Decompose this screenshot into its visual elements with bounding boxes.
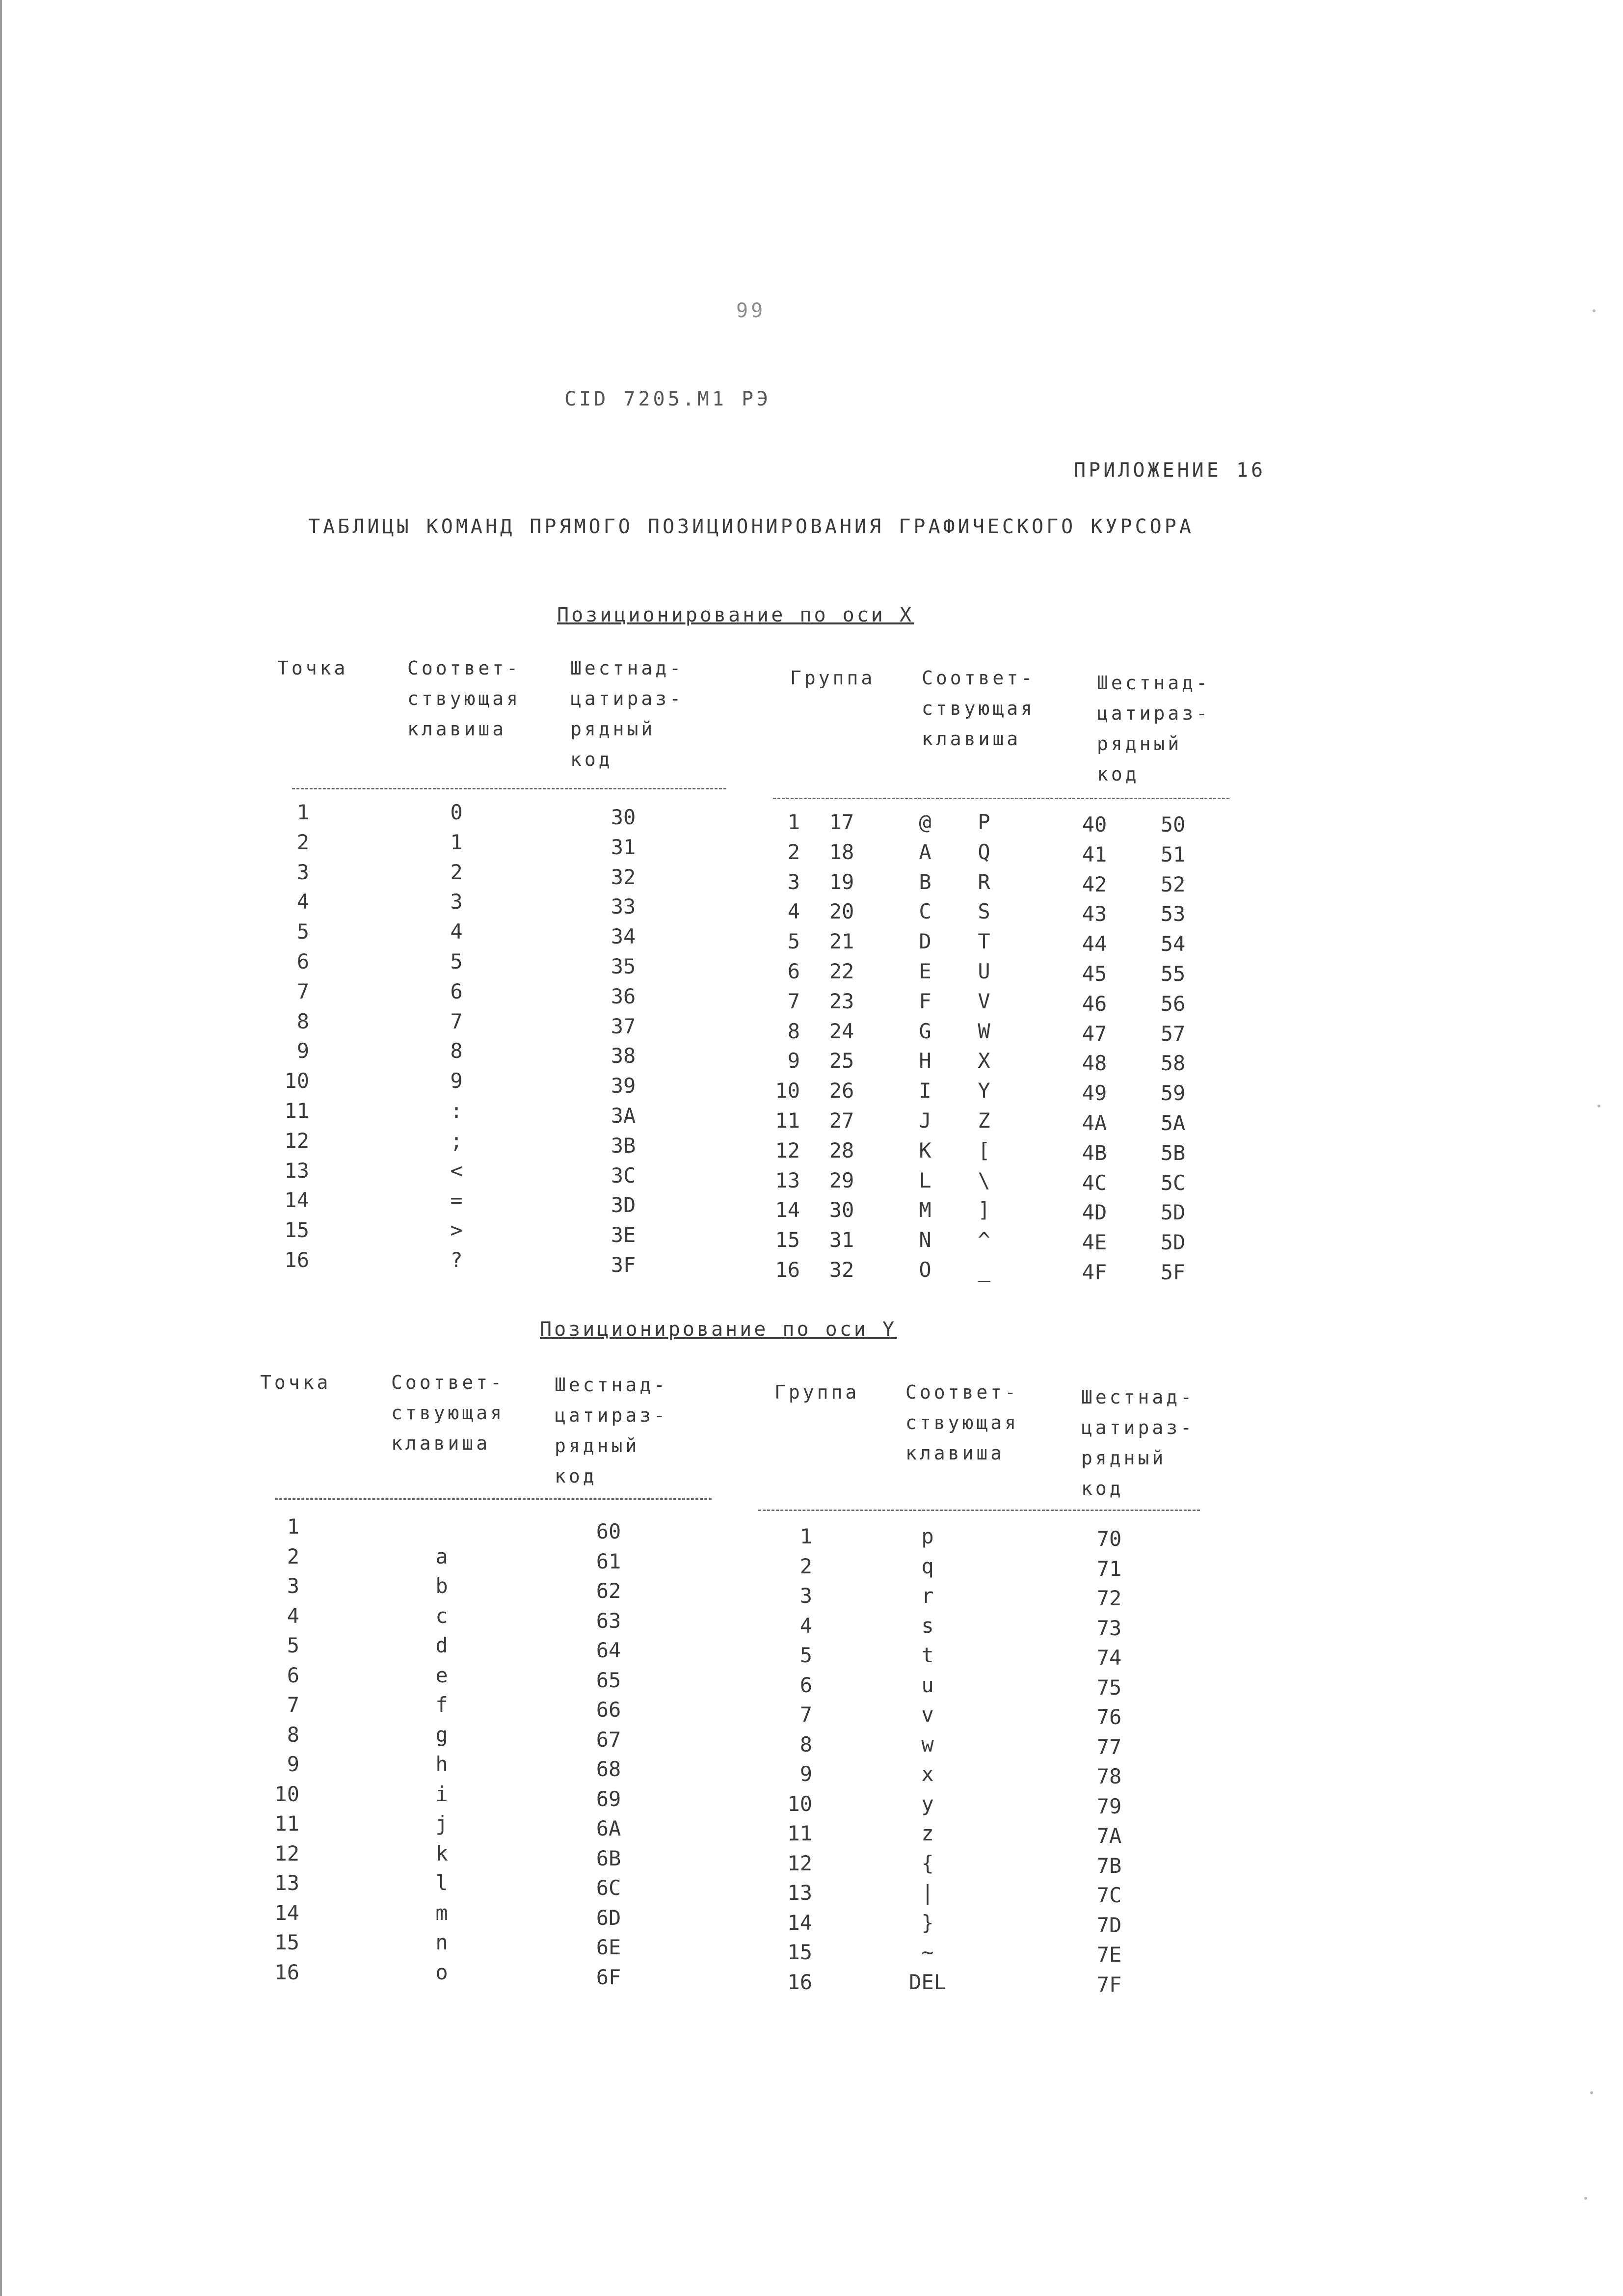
document-code: CID 7205.M1 РЭ bbox=[564, 388, 772, 410]
hex-code: 79 bbox=[1096, 1794, 1122, 1818]
group-number: 5 bbox=[787, 929, 800, 954]
key-char: g bbox=[435, 1722, 448, 1747]
group-number: 16 bbox=[775, 1258, 800, 1282]
key-char: J bbox=[919, 1108, 931, 1133]
hex-code: 76 bbox=[1096, 1705, 1122, 1729]
y-header-hex-right: Шестнад- цатираз- рядный код bbox=[1081, 1386, 1195, 1499]
scan-speck bbox=[1584, 2197, 1587, 2200]
key-char: O bbox=[919, 1258, 931, 1282]
key-char: b bbox=[435, 1574, 448, 1598]
point-number: 11 bbox=[274, 1811, 299, 1836]
hex-code: 39 bbox=[611, 1074, 636, 1098]
group-index: 32 bbox=[829, 1258, 854, 1282]
point-number: 8 bbox=[296, 1009, 309, 1033]
group-number: 6 bbox=[787, 959, 800, 983]
point-number: 9 bbox=[296, 1039, 309, 1063]
point-number: 10 bbox=[284, 1069, 309, 1093]
x-header-key: Соответ- ствующая клавиша bbox=[407, 657, 521, 740]
group-number: 7 bbox=[799, 1702, 812, 1727]
point-number: 6 bbox=[287, 1663, 299, 1687]
key-char: o bbox=[435, 1960, 448, 1984]
point-number: 2 bbox=[287, 1544, 299, 1568]
hex-code: 70 bbox=[1096, 1527, 1122, 1551]
group-index: 23 bbox=[829, 989, 854, 1013]
hex-code: 41 bbox=[1082, 842, 1107, 866]
x-header-group: Группа bbox=[790, 667, 876, 689]
hex-code: 38 bbox=[611, 1044, 636, 1068]
key-char: j bbox=[435, 1811, 448, 1836]
key-char-alt: R bbox=[978, 869, 990, 894]
key-char-alt: P bbox=[978, 810, 990, 834]
hex-code: 4C bbox=[1082, 1170, 1107, 1195]
key-char: i bbox=[435, 1782, 448, 1806]
point-number: 16 bbox=[284, 1248, 309, 1272]
key-char-alt: Q bbox=[978, 839, 990, 864]
key-char: c bbox=[435, 1603, 448, 1628]
point-number: 15 bbox=[274, 1930, 299, 1954]
hex-code: 4B bbox=[1082, 1140, 1107, 1165]
group-number: 4 bbox=[787, 899, 800, 924]
hex-code: 3D bbox=[611, 1193, 636, 1217]
hex-code: 34 bbox=[611, 924, 636, 949]
point-number: 7 bbox=[296, 979, 309, 1003]
key-char: ~ bbox=[921, 1940, 934, 1964]
hex-code: 75 bbox=[1096, 1675, 1122, 1700]
hex-code: 6E bbox=[596, 1935, 621, 1959]
point-number: 3 bbox=[287, 1574, 299, 1598]
point-number: 14 bbox=[284, 1188, 309, 1213]
group-index: 30 bbox=[829, 1198, 854, 1222]
hex-code: 74 bbox=[1096, 1646, 1122, 1670]
key-char: E bbox=[919, 959, 931, 983]
hex-code: 7F bbox=[1096, 1972, 1122, 1997]
key-char: a bbox=[435, 1544, 448, 1568]
group-number: 3 bbox=[787, 869, 800, 894]
hex-code: 7D bbox=[1096, 1913, 1122, 1937]
point-number: 5 bbox=[287, 1633, 299, 1657]
point-number: 1 bbox=[287, 1514, 299, 1539]
key-char-alt: T bbox=[978, 929, 990, 954]
key-char: C bbox=[919, 899, 931, 924]
key-char: @ bbox=[919, 810, 931, 834]
point-number: 9 bbox=[287, 1752, 299, 1776]
key-char: B bbox=[919, 869, 931, 894]
point-number: 7 bbox=[287, 1693, 299, 1717]
hex-code: 3A bbox=[611, 1104, 636, 1128]
key-char: > bbox=[450, 1218, 463, 1243]
key-char: L bbox=[919, 1168, 931, 1192]
hex-code: 4D bbox=[1082, 1200, 1107, 1225]
y-header-key-right: Соответ- ствующая клавиша bbox=[905, 1381, 1019, 1464]
hex-code: 71 bbox=[1096, 1556, 1122, 1581]
key-char: 1 bbox=[450, 830, 463, 854]
key-char: u bbox=[921, 1673, 934, 1697]
x-table-title: Позиционирование по оси X bbox=[557, 604, 914, 626]
hex-code: 49 bbox=[1082, 1081, 1107, 1106]
main-title: ТАБЛИЦЫ КОМАНД ПРЯМОГО ПОЗИЦИОНИРОВАНИЯ ГРАФИЧЕСКОГО КУРСОРА bbox=[308, 515, 1194, 538]
key-char: H bbox=[919, 1049, 931, 1073]
key-char: N bbox=[919, 1228, 931, 1252]
group-number: 13 bbox=[787, 1881, 812, 1905]
key-char-alt: U bbox=[978, 959, 990, 983]
group-index: 18 bbox=[829, 839, 854, 864]
point-number: 5 bbox=[296, 919, 309, 944]
group-number: 8 bbox=[787, 1019, 800, 1043]
group-number: 1 bbox=[799, 1524, 812, 1548]
key-char: l bbox=[435, 1871, 448, 1895]
key-char: | bbox=[921, 1881, 934, 1905]
group-index: 31 bbox=[829, 1228, 854, 1252]
hex-code: 69 bbox=[596, 1786, 621, 1811]
key-char: A bbox=[919, 839, 931, 864]
key-char: z bbox=[921, 1821, 934, 1845]
point-number: 13 bbox=[284, 1158, 309, 1183]
group-number: 12 bbox=[787, 1851, 812, 1875]
key-char: DEL bbox=[909, 1970, 946, 1994]
point-number: 1 bbox=[296, 800, 309, 824]
key-char: k bbox=[435, 1841, 448, 1865]
hex-code: 64 bbox=[596, 1638, 621, 1662]
hex-code-alt: 5A bbox=[1160, 1111, 1186, 1135]
key-char: r bbox=[921, 1584, 934, 1608]
hex-code-alt: 56 bbox=[1160, 991, 1186, 1016]
key-char: 8 bbox=[450, 1039, 463, 1063]
hex-code: 7E bbox=[1096, 1943, 1122, 1967]
hex-code-alt: 51 bbox=[1160, 842, 1186, 866]
group-number: 14 bbox=[787, 1910, 812, 1935]
hex-code: 7B bbox=[1096, 1853, 1122, 1878]
point-number: 16 bbox=[274, 1960, 299, 1984]
key-char: I bbox=[919, 1079, 931, 1103]
key-char: v bbox=[921, 1702, 934, 1727]
hex-code-alt: 50 bbox=[1160, 812, 1186, 837]
key-char: M bbox=[919, 1198, 931, 1222]
key-char: 7 bbox=[450, 1009, 463, 1033]
hex-code: 67 bbox=[596, 1727, 621, 1752]
hex-code: 3E bbox=[611, 1223, 636, 1247]
group-number: 6 bbox=[799, 1673, 812, 1697]
x-header-key-right: Соответ- ствующая клавиша bbox=[922, 667, 1036, 750]
hex-code-alt: 53 bbox=[1160, 902, 1186, 926]
key-char-alt: X bbox=[978, 1049, 990, 1073]
appendix-label: ПРИЛОЖЕНИЕ 16 bbox=[1074, 459, 1266, 482]
point-number: 13 bbox=[274, 1871, 299, 1895]
hex-code: 6D bbox=[596, 1905, 621, 1930]
hex-code-alt: 54 bbox=[1160, 932, 1186, 956]
hex-code-alt: 5C bbox=[1160, 1170, 1186, 1195]
hex-code-alt: 59 bbox=[1160, 1081, 1186, 1106]
group-number: 15 bbox=[775, 1228, 800, 1252]
scan-speck bbox=[1593, 309, 1596, 312]
key-char: s bbox=[921, 1613, 934, 1638]
point-number: 11 bbox=[284, 1099, 309, 1123]
hex-code-alt: 55 bbox=[1160, 962, 1186, 986]
key-char: G bbox=[919, 1019, 931, 1043]
hex-code: 37 bbox=[611, 1014, 636, 1038]
point-number: 4 bbox=[296, 890, 309, 914]
key-char: w bbox=[921, 1732, 934, 1756]
group-number: 10 bbox=[775, 1079, 800, 1103]
group-number: 2 bbox=[799, 1554, 812, 1578]
point-number: 3 bbox=[296, 860, 309, 884]
hex-code: 3B bbox=[611, 1133, 636, 1158]
hex-code: 6B bbox=[596, 1846, 621, 1870]
hex-code: 68 bbox=[596, 1757, 621, 1781]
hex-code: 32 bbox=[611, 864, 636, 889]
key-char: f bbox=[435, 1693, 448, 1717]
key-char: = bbox=[450, 1188, 463, 1213]
hex-code: 65 bbox=[596, 1668, 621, 1692]
group-number: 9 bbox=[799, 1762, 812, 1786]
key-char-alt: S bbox=[978, 899, 990, 924]
group-number: 11 bbox=[775, 1108, 800, 1133]
key-char-alt: Y bbox=[978, 1079, 990, 1103]
key-char: m bbox=[435, 1900, 448, 1925]
hex-code: 78 bbox=[1096, 1764, 1122, 1788]
point-number: 14 bbox=[274, 1900, 299, 1925]
scan-speck bbox=[1597, 1105, 1600, 1107]
hex-code-alt: 52 bbox=[1160, 872, 1186, 896]
hex-code-alt: 5F bbox=[1160, 1260, 1186, 1284]
hex-code: 7A bbox=[1096, 1824, 1122, 1848]
key-char: t bbox=[921, 1643, 934, 1667]
key-char-alt: V bbox=[978, 989, 990, 1013]
group-number: 14 bbox=[775, 1198, 800, 1222]
key-char-alt: ] bbox=[978, 1198, 990, 1222]
group-number: 5 bbox=[799, 1643, 812, 1667]
key-char: 9 bbox=[450, 1069, 463, 1093]
hex-code: 31 bbox=[611, 835, 636, 859]
group-number: 12 bbox=[775, 1138, 800, 1162]
group-index: 17 bbox=[829, 810, 854, 834]
hex-code: 63 bbox=[596, 1608, 621, 1633]
hex-code: 6A bbox=[596, 1816, 621, 1840]
point-number: 12 bbox=[274, 1841, 299, 1865]
x-header-hex: Шестнад- цатираз- рядный код bbox=[570, 657, 684, 770]
hex-code: 73 bbox=[1096, 1616, 1122, 1640]
group-number: 9 bbox=[787, 1049, 800, 1073]
key-char: d bbox=[435, 1633, 448, 1657]
key-char: 0 bbox=[450, 800, 463, 824]
hex-code-alt: 57 bbox=[1160, 1021, 1186, 1046]
y-header-key: Соответ- ствующая клавиша bbox=[391, 1372, 505, 1454]
key-char: D bbox=[919, 929, 931, 954]
group-index: 22 bbox=[829, 959, 854, 983]
y-table-divider-right bbox=[758, 1510, 1200, 1511]
hex-code: 48 bbox=[1082, 1051, 1107, 1076]
key-char: F bbox=[919, 989, 931, 1013]
y-table-title: Позиционирование по оси Y bbox=[540, 1318, 897, 1341]
key-char: K bbox=[919, 1138, 931, 1162]
group-number: 3 bbox=[799, 1584, 812, 1608]
hex-code: 72 bbox=[1096, 1586, 1122, 1610]
key-char: 4 bbox=[450, 919, 463, 944]
hex-code-alt: 5D bbox=[1160, 1200, 1186, 1225]
hex-code: 42 bbox=[1082, 872, 1107, 896]
key-char: q bbox=[921, 1554, 934, 1578]
point-number: 2 bbox=[296, 830, 309, 854]
hex-code: 35 bbox=[611, 954, 636, 978]
key-char: 5 bbox=[450, 949, 463, 973]
page-number: 99 bbox=[736, 299, 766, 322]
key-char: h bbox=[435, 1752, 448, 1776]
group-index: 27 bbox=[829, 1108, 854, 1133]
hex-code: 43 bbox=[1082, 902, 1107, 926]
key-char-alt: [ bbox=[978, 1138, 990, 1162]
y-header-point: Точка bbox=[260, 1372, 331, 1393]
hex-code: 4F bbox=[1082, 1260, 1107, 1284]
key-char: y bbox=[921, 1791, 934, 1816]
hex-code: 3C bbox=[611, 1163, 636, 1188]
key-char: < bbox=[450, 1158, 463, 1183]
group-number: 4 bbox=[799, 1613, 812, 1638]
group-index: 29 bbox=[829, 1168, 854, 1192]
scan-edge bbox=[0, 0, 2, 2296]
hex-code: 7C bbox=[1096, 1883, 1122, 1907]
group-index: 25 bbox=[829, 1049, 854, 1073]
group-number: 2 bbox=[787, 839, 800, 864]
hex-code: 6F bbox=[596, 1965, 621, 1989]
hex-code: 33 bbox=[611, 894, 636, 919]
x-table-divider-left bbox=[292, 788, 726, 789]
key-char: e bbox=[435, 1663, 448, 1687]
hex-code: 61 bbox=[596, 1549, 621, 1573]
x-header-hex-right: Шестнад- цатираз- рядный код bbox=[1097, 672, 1211, 785]
hex-code: 6C bbox=[596, 1876, 621, 1900]
key-char-alt: _ bbox=[978, 1258, 990, 1282]
group-number: 11 bbox=[787, 1821, 812, 1845]
key-char-alt: W bbox=[978, 1019, 990, 1043]
group-number: 7 bbox=[787, 989, 800, 1013]
hex-code: 30 bbox=[611, 805, 636, 829]
x-header-point: Точка bbox=[277, 657, 348, 679]
hex-code-alt: 5B bbox=[1160, 1140, 1186, 1165]
key-char-alt: \ bbox=[978, 1168, 990, 1192]
point-number: 15 bbox=[284, 1218, 309, 1243]
point-number: 4 bbox=[287, 1603, 299, 1628]
scan-speck bbox=[1590, 2091, 1593, 2094]
group-index: 21 bbox=[829, 929, 854, 954]
y-header-group: Группа bbox=[774, 1381, 860, 1403]
key-char: 6 bbox=[450, 979, 463, 1003]
hex-code: 40 bbox=[1082, 812, 1107, 837]
hex-code: 45 bbox=[1082, 962, 1107, 986]
hex-code: 77 bbox=[1096, 1734, 1122, 1759]
group-index: 20 bbox=[829, 899, 854, 924]
key-char-alt: Z bbox=[978, 1108, 990, 1133]
group-number: 15 bbox=[787, 1940, 812, 1964]
hex-code: 3F bbox=[611, 1253, 636, 1277]
key-char: 2 bbox=[450, 860, 463, 884]
hex-code-alt: 58 bbox=[1160, 1051, 1186, 1076]
point-number: 6 bbox=[296, 949, 309, 973]
key-char-alt: ^ bbox=[978, 1228, 990, 1252]
point-number: 10 bbox=[274, 1782, 299, 1806]
hex-code: 4E bbox=[1082, 1230, 1107, 1255]
hex-code: 66 bbox=[596, 1698, 621, 1722]
key-char: ? bbox=[450, 1248, 463, 1272]
point-number: 8 bbox=[287, 1722, 299, 1747]
hex-code: 60 bbox=[596, 1519, 621, 1543]
key-char: 3 bbox=[450, 890, 463, 914]
group-number: 16 bbox=[787, 1970, 812, 1994]
group-index: 19 bbox=[829, 869, 854, 894]
group-index: 24 bbox=[829, 1019, 854, 1043]
group-number: 13 bbox=[775, 1168, 800, 1192]
point-number: 12 bbox=[284, 1128, 309, 1153]
key-char: x bbox=[921, 1762, 934, 1786]
key-char: : bbox=[450, 1099, 463, 1123]
group-number: 1 bbox=[787, 810, 800, 834]
hex-code: 4A bbox=[1082, 1111, 1107, 1135]
key-char: n bbox=[435, 1930, 448, 1954]
key-char: p bbox=[921, 1524, 934, 1548]
hex-code: 44 bbox=[1082, 932, 1107, 956]
y-table-divider-left bbox=[275, 1498, 712, 1500]
group-number: 10 bbox=[787, 1791, 812, 1816]
group-index: 26 bbox=[829, 1079, 854, 1103]
key-char: } bbox=[921, 1910, 934, 1935]
y-header-hex: Шестнад- цатираз- рядный код bbox=[555, 1374, 668, 1487]
hex-code: 47 bbox=[1082, 1021, 1107, 1046]
hex-code-alt: 5D bbox=[1160, 1230, 1186, 1255]
hex-code: 62 bbox=[596, 1579, 621, 1603]
key-char: { bbox=[921, 1851, 934, 1875]
x-table-divider-right bbox=[773, 798, 1229, 799]
group-number: 8 bbox=[799, 1732, 812, 1756]
group-index: 28 bbox=[829, 1138, 854, 1162]
hex-code: 36 bbox=[611, 984, 636, 1008]
hex-code: 46 bbox=[1082, 991, 1107, 1016]
key-char: ; bbox=[450, 1128, 463, 1153]
